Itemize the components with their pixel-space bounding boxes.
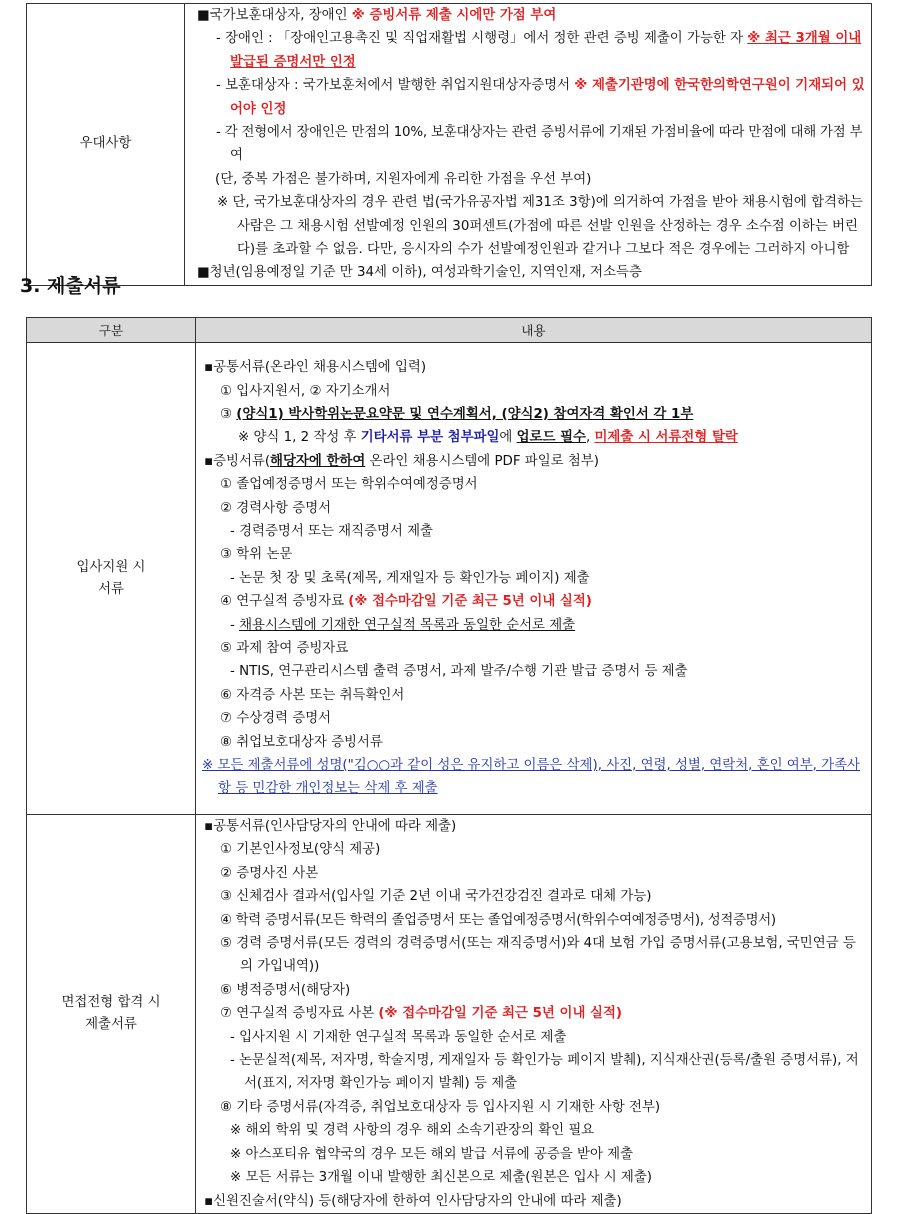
apply-line: ④ 연구실적 증빙자료 (※ 접수마감일 기준 최근 5년 이내 실적) bbox=[220, 594, 592, 610]
preference-content bbox=[185, 4, 872, 286]
interview-line: ① 기본인사정보(양식 제공) bbox=[220, 842, 381, 858]
interview-line: ③ 신체검사 결과서(입사일 기준 2년 이내 국가건강검진 결과로 대체 가능) bbox=[220, 889, 652, 905]
apply-content bbox=[196, 343, 872, 815]
pref-line-6: ※ 단, 국가보훈대상자의 경우 관련 법(국가유공자법 제31조 3항)에 의거하여 가점을 받아 채용시험에 합격하는 사람은 그 채용시험 선발예정 인원의 30퍼센트(가점에 따른 선발 인원을 산정하는 경우 소수점 이하는 버린다)를 초과할 수 없음. 다만, 응시자의 수가 선발예정인원과 같거나 그보다 적은 경우에는 그러하지 아니함 bbox=[217, 195, 863, 258]
pref-line-1: ■국가보훈대상자, 장애인 ※ 증빙서류 제출 시에만 가점 부여 bbox=[197, 8, 557, 23]
apply-line: ① 졸업예정증명서 또는 학위수여예정증명서 bbox=[220, 477, 478, 493]
apply-line: - 논문 첫 장 및 초록(제목, 게재일자 등 확인가능 페이지) 제출 bbox=[230, 570, 590, 586]
interview-line: ② 증명사진 사본 bbox=[220, 865, 319, 881]
interview-line: ⑧ 기타 증명서류(자격증, 취업보호대상자 등 입사지원 시 기재한 사항 전부) bbox=[220, 1099, 661, 1115]
interview-line: ※ 해외 학위 및 경력 사항의 경우 해외 소속기관장의 확인 필요 bbox=[230, 1123, 595, 1139]
interview-line: ▪신원진술서(약식) 등(해당자에 한하여 인사담당자의 안내에 따라 제출) bbox=[204, 1193, 622, 1209]
apply-label-cell bbox=[27, 343, 196, 815]
interview-label-2: 제출서류 bbox=[85, 1016, 137, 1032]
apply-line: ③ 학위 논문 bbox=[220, 547, 293, 563]
pref-line-4: - 각 전형에서 장애인은 만점의 10%, 보훈대상자는 관련 증빙서류에 기재된 가점비율에 따라 만점에 대해 가점 부여 bbox=[216, 125, 863, 164]
apply-line: - 채용시스템에 기재한 연구실적 목록과 동일한 순서로 제출 bbox=[230, 617, 576, 633]
interview-label-cell bbox=[27, 815, 196, 1214]
apply-line: ⑤ 과제 참여 증빙자료 bbox=[220, 641, 349, 657]
documents-table bbox=[26, 317, 872, 1214]
interview-line: ⑦ 연구실적 증빙자료 사본 (※ 접수마감일 기준 최근 5년 이내 실적) bbox=[220, 1006, 623, 1022]
apply-line: ⑦ 수상경력 증명서 bbox=[220, 711, 332, 727]
header-col1: 구분 bbox=[27, 318, 196, 343]
section-title: 3. 제출서류 bbox=[20, 275, 121, 297]
apply-line: ③ (양식1) 박사학위논문요약문 및 연수계획서, (양식2) 참여자격 확인서 각 1부 bbox=[220, 406, 694, 422]
pref-line-7: ■청년(임용예정일 기준 만 34세 이하), 여성과학기술인, 지역인재, 저소득층 bbox=[197, 265, 642, 281]
apply-line: ※ 양식 1, 2 작성 후 기타서류 부분 첨부파일에 업로드 필수, 미제출 시 서류전형 탈락 bbox=[238, 430, 738, 446]
interview-line: - 논문실적(제목, 저자명, 학술지명, 게재일자 등 확인가능 페이지 발췌), 지식재산권(등록/출원 증명서류), 저서(표지, 저자명 확인가능 페이지 발췌) 등 제출 bbox=[230, 1053, 859, 1092]
pref-line-2: - 장애인 : 「장애인고용촉진 및 직업재활법 시행령」에서 정한 관련 증빙 제출이 가능한 자 ※ 최근 3개월 이내 발급된 증명서만 인정 bbox=[216, 31, 862, 70]
apply-line: ① 입사지원서, ② 자기소개서 bbox=[220, 383, 391, 399]
interview-line: ⑤ 경력 증명서류(모든 경력의 경력증명서(또는 재직증명서)와 4대 보험 가입 증명서류(고용보험, 국민연금 등의 가입내역)) bbox=[220, 936, 856, 975]
apply-label-1: 입사지원 시 bbox=[76, 559, 146, 575]
apply-label-2: 서류 bbox=[98, 581, 124, 597]
interview-line: ▪공통서류(인사담당자의 안내에 따라 제출) bbox=[204, 819, 457, 834]
interview-line: ④ 학력 증명서류(모든 학력의 졸업증명서 또는 졸업예정증명서(학위수여예정증명서), 성적증명서) bbox=[220, 912, 776, 928]
preference-table bbox=[26, 3, 872, 286]
apply-line: ② 경력사항 증명서 bbox=[220, 500, 332, 516]
apply-line: ▪증빙서류(해당자에 한하여 온라인 채용시스템에 PDF 파일로 첨부) bbox=[204, 453, 599, 469]
interview-line: ※ 모든 서류는 3개월 이내 발행한 최신본으로 제출(원본은 입사 시 제출) bbox=[230, 1170, 653, 1186]
apply-line: - 경력증명서 또는 재직증명서 제출 bbox=[230, 523, 433, 539]
apply-line: - NTIS, 연구관리시스템 출력 증명서, 과제 발주/수행 기관 발급 증명서 등 제출 bbox=[230, 664, 688, 680]
apply-line: ▪공통서류(온라인 채용시스템에 입력) bbox=[204, 360, 427, 376]
interview-line: - 입사지원 시 기재한 연구실적 목록과 동일한 순서로 제출 bbox=[230, 1029, 567, 1045]
pref-line-3: - 보훈대상자 : 국가보훈처에서 발행한 취업지원대상자증명서 ※ 제출기관명에 한국한의학연구원이 기재되어 있어야 인정 bbox=[216, 78, 865, 117]
pref-line-5: (단, 중복 가점은 불가하며, 지원자에게 유리한 가점을 우선 부여) bbox=[215, 171, 592, 187]
interview-line: ※ 아스포티유 협약국의 경우 모든 해외 발급 서류에 공증을 받아 제출 bbox=[230, 1146, 634, 1162]
apply-line: ⑥ 자격증 사본 또는 취득확인서 bbox=[220, 687, 405, 703]
header-col2: 내용 bbox=[196, 318, 872, 343]
interview-label-1: 면접전형 합격 시 bbox=[61, 994, 161, 1010]
interview-line: ⑥ 병적증명서(해당자) bbox=[220, 982, 351, 998]
apply-privacy-note: ※ 모든 제출서류에 성명("김○○과 같이 성은 유지하고 이름은 삭제), 사진, 연령, 성별, 연락처, 혼인 여부, 가족사항 등 민감한 개인정보는 삭제 후 제출 bbox=[202, 758, 860, 797]
apply-line: ⑧ 취업보호대상자 증빙서류 bbox=[220, 734, 383, 750]
interview-content bbox=[196, 815, 872, 1214]
preference-label: 우대사항 bbox=[79, 136, 132, 152]
preference-label-cell bbox=[27, 4, 185, 286]
